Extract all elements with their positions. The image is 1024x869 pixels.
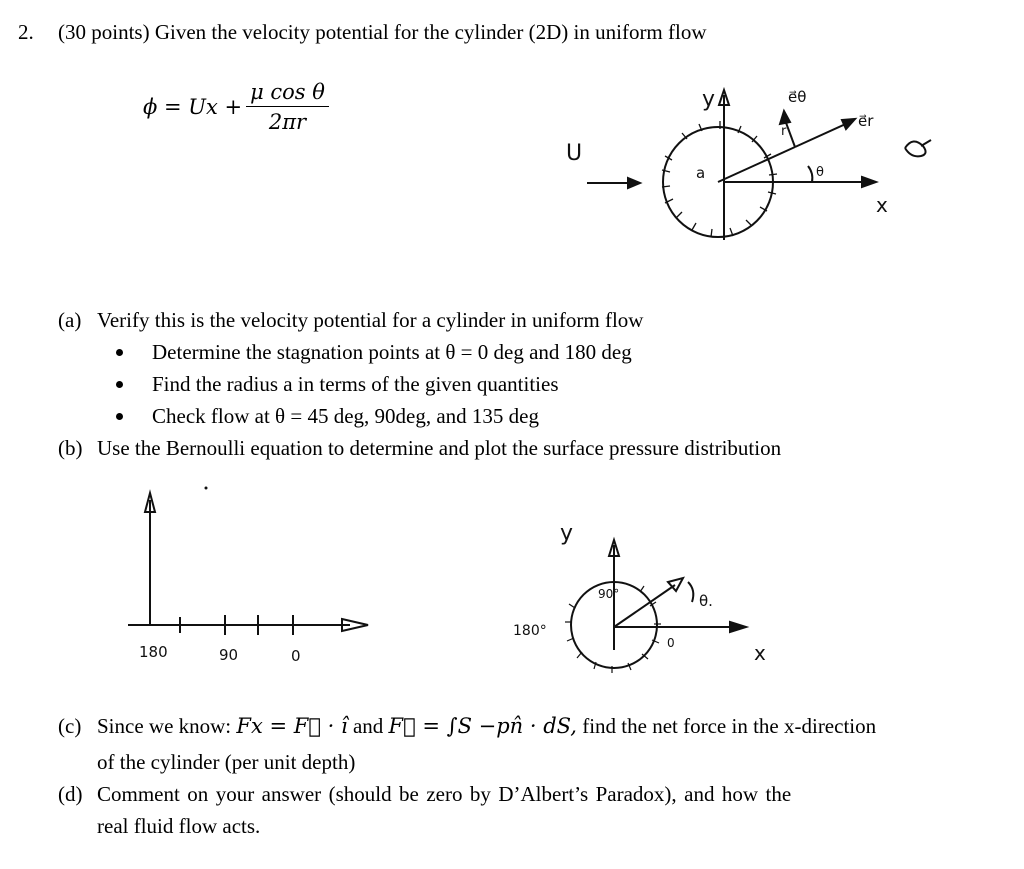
part-a-bullet-2: Find the radius a in terms of the given quantities — [152, 372, 559, 396]
fig1-y-label: y — [702, 87, 716, 112]
part-c-suffix: find the net force in the x-direction — [576, 714, 877, 738]
part-d-line-1: Comment on your answer (should be zero by D’Albert’s Paradox), and how the — [97, 782, 792, 806]
part-c-line-1 — [97, 716, 876, 737]
plot-tick-0: 0 — [291, 647, 301, 665]
flow-label-u: U — [566, 141, 583, 166]
plot-tick-90: 90 — [219, 646, 239, 664]
angle-label-90: 90° — [598, 587, 620, 601]
equation-numerator: μ cos θ — [246, 80, 329, 107]
fig1-x-label: x — [876, 193, 888, 217]
part-a-text: Verify this is the velocity potential for a cylinder in uniform flow — [97, 308, 644, 332]
fig3-x-label: x — [754, 641, 766, 665]
part-b-text: Use the Bernoulli equation to determine and plot the surface pressure distribution — [97, 436, 782, 460]
part-c-label: (c) — [58, 714, 82, 738]
part-c-math-integral: F⃗ = ∫S −pn̂ · dS, — [388, 714, 577, 738]
small-theta-arc — [688, 582, 693, 602]
radius-label-a: a — [696, 164, 706, 182]
part-c-math-fx: Fx = F⃗ · î — [236, 714, 348, 738]
equation-denominator: 2πr — [268, 110, 307, 134]
fig3-theta-label: θ. — [699, 592, 713, 610]
part-c-line-2: of the cylinder (per unit depth) — [97, 750, 356, 774]
part-c-and: and — [347, 714, 389, 738]
part-a-bullet-1: Determine the stagnation points at θ = 0 deg and 180 deg — [152, 340, 632, 364]
e-r-label: e⃗r — [858, 112, 874, 130]
e-theta-label: e⃗θ — [788, 88, 807, 106]
angle-label-180: 180° — [513, 623, 547, 639]
problem-header: (30 points) Given the velocity potential for the cylinder (2D) in uniform flow — [58, 20, 707, 44]
fig3-y-label: y — [560, 521, 574, 546]
plot-tick-180: 180 — [139, 643, 168, 661]
part-c-prefix: Since we know: — [97, 714, 237, 738]
small-radius-line — [614, 585, 675, 627]
part-a-bullet-3: Check flow at θ = 45 deg, 90deg, and 135 deg — [152, 404, 539, 428]
equation-lhs: ϕ = Ux + — [143, 94, 243, 119]
angle-label-0: 0 — [667, 636, 675, 650]
fig1-theta-label: θ — [816, 165, 824, 180]
r-label: r — [781, 124, 787, 139]
small-x-arrowhead — [730, 622, 746, 632]
part-d-line-2: real fluid flow acts. — [97, 814, 261, 838]
part-a-label: (a) — [58, 308, 82, 332]
part-d-label: (d) — [58, 782, 83, 806]
part-b-label: (b) — [58, 436, 83, 460]
problem-number: 2. — [18, 20, 34, 44]
